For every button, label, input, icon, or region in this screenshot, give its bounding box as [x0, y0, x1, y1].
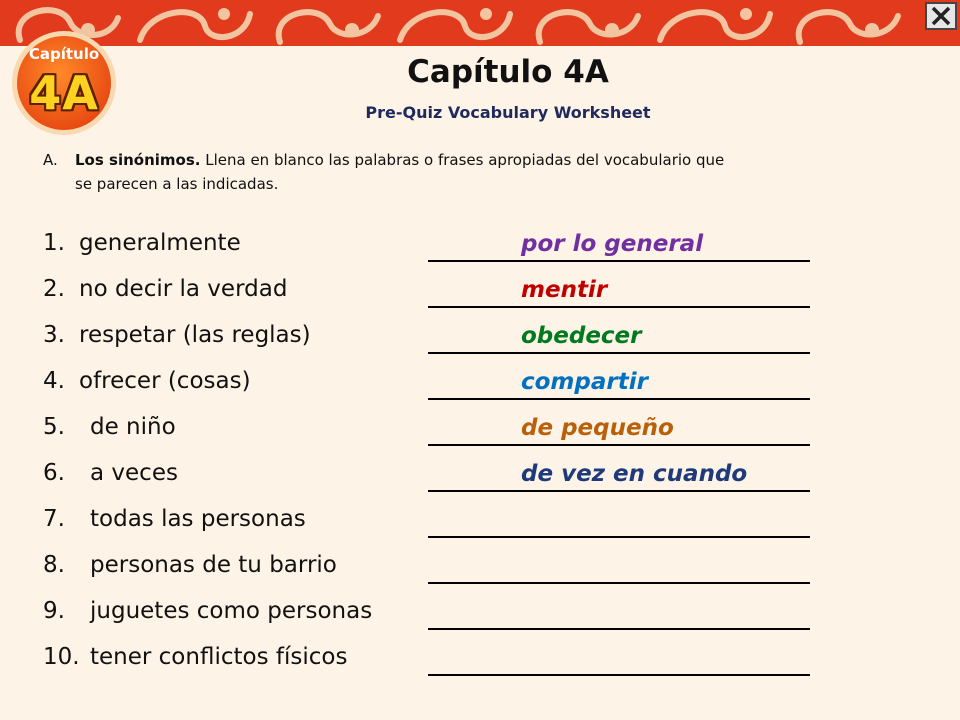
close-button[interactable]	[925, 2, 957, 30]
instructions-text-line1: Llena en blanco las palabras o frases apropiadas del vocabulario que	[205, 151, 725, 169]
list-item	[43, 412, 823, 458]
list-item	[43, 642, 823, 688]
answer-blank[interactable]	[428, 231, 810, 262]
answer-blank[interactable]	[428, 323, 810, 354]
list-item	[43, 366, 823, 412]
item-number: 9.	[43, 598, 65, 624]
answer-blank[interactable]	[428, 369, 810, 400]
list-item	[43, 274, 823, 320]
item-answer: de vez en cuando	[521, 461, 748, 487]
item-number: 8.	[43, 552, 65, 578]
list-item	[43, 504, 823, 550]
badge-label: Capítulo	[28, 45, 100, 63]
item-number: 1.	[43, 230, 65, 256]
answer-blank[interactable]	[428, 645, 810, 676]
item-number: 3.	[43, 322, 65, 348]
item-answer: de pequeño	[521, 415, 674, 441]
instructions-heading: Los sinónimos.	[75, 151, 201, 169]
list-item	[43, 550, 823, 596]
page-subtitle: Pre-Quiz Vocabulary Worksheet	[365, 103, 651, 122]
item-answer: compartir	[521, 369, 648, 395]
item-term: de niño	[90, 414, 176, 440]
answer-blank[interactable]	[428, 277, 810, 308]
answer-blank[interactable]	[428, 461, 810, 492]
item-term: juguetes como personas	[90, 598, 373, 624]
answer-blank[interactable]	[428, 415, 810, 446]
list-item	[43, 458, 823, 504]
item-number: 6.	[43, 460, 65, 486]
item-term: respetar (las reglas)	[79, 322, 311, 348]
instructions-letter: A.	[43, 151, 58, 169]
item-number: 5.	[43, 414, 65, 440]
item-answer: mentir	[521, 277, 608, 303]
answer-blank[interactable]	[428, 507, 810, 538]
item-term: personas de tu barrio	[90, 552, 337, 578]
decorative-banner	[0, 0, 960, 46]
item-number: 4.	[43, 368, 65, 394]
instructions	[43, 148, 913, 196]
item-answer: obedecer	[521, 323, 642, 349]
item-number: 2.	[43, 276, 65, 302]
instructions-text-line2: se parecen a las indicadas.	[75, 175, 279, 193]
item-number: 10.	[43, 644, 80, 670]
item-term: no decir la verdad	[79, 276, 288, 302]
item-term: generalmente	[79, 230, 241, 256]
banner-pattern	[0, 0, 960, 46]
badge-code: 4A	[29, 66, 99, 120]
list-item	[43, 596, 823, 642]
item-term: a veces	[90, 460, 178, 486]
item-answer: por lo general	[521, 231, 704, 257]
vocabulary-list	[43, 228, 823, 688]
item-term: todas las personas	[90, 506, 306, 532]
item-term: ofrecer (cosas)	[79, 368, 251, 394]
item-number: 7.	[43, 506, 65, 532]
list-item	[43, 228, 823, 274]
answer-blank[interactable]	[428, 553, 810, 584]
answer-blank[interactable]	[428, 599, 810, 630]
item-term: tener conflictos físicos	[90, 644, 348, 670]
page-title: Capítulo 4A	[407, 54, 609, 90]
close-icon	[930, 6, 952, 26]
list-item	[43, 320, 823, 366]
